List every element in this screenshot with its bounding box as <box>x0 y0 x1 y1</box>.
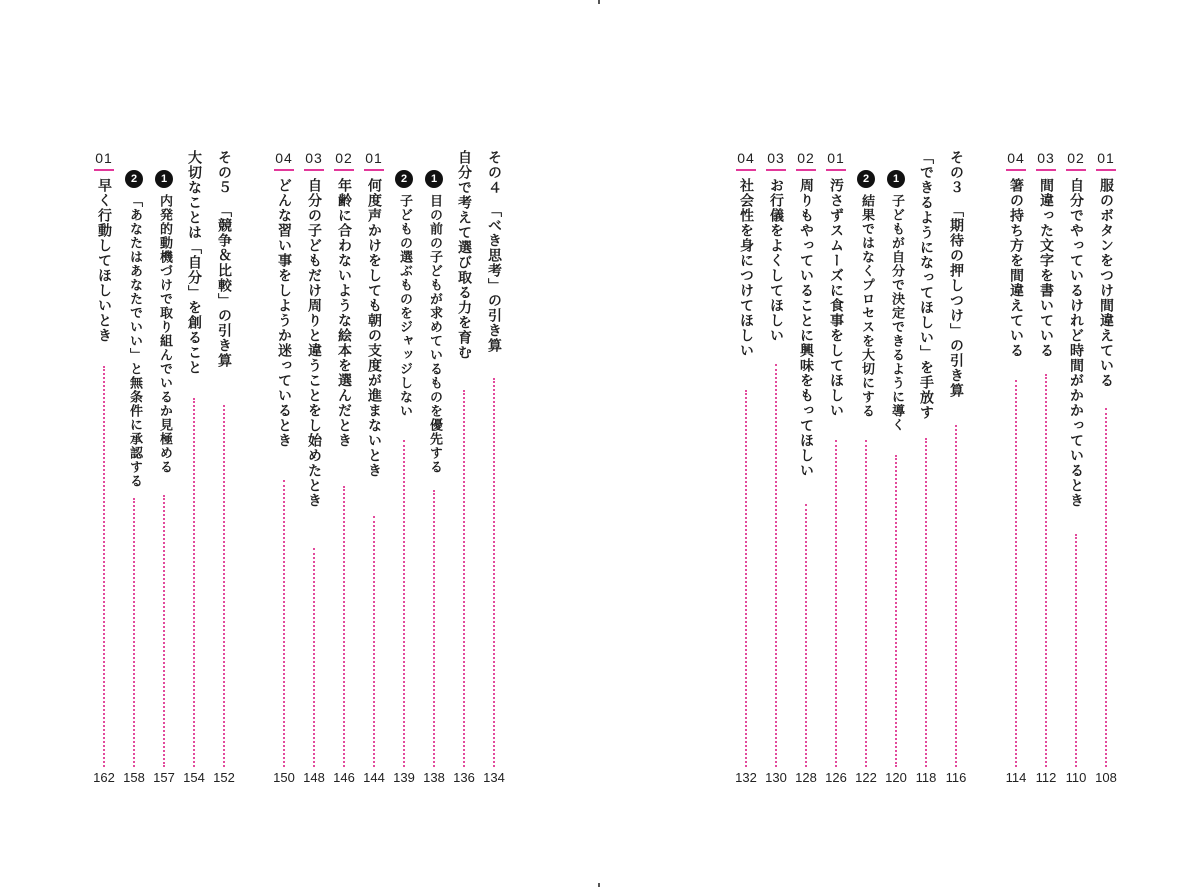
entry-number: 02 <box>1067 150 1085 166</box>
page-number: 148 <box>303 770 325 785</box>
section-title: その４ 「べき思考」の引き算 <box>486 150 502 353</box>
page-number: 128 <box>795 770 817 785</box>
page-number: 116 <box>945 770 967 785</box>
leader-dots <box>1045 374 1047 767</box>
entry-number: 01 <box>1097 150 1115 166</box>
number-underline <box>1006 169 1026 171</box>
page-number: 120 <box>885 770 907 785</box>
toc-entry[interactable] <box>793 150 819 785</box>
toc-entry[interactable] <box>271 150 297 785</box>
toc-entry[interactable] <box>763 150 789 785</box>
entry-title: 「あなたはあなたでいい」と無条件に承認する <box>127 194 142 488</box>
leader-dots <box>433 490 435 767</box>
toc-subentry[interactable] <box>121 150 147 785</box>
entry-title: どんな習い事をしようか迷っているとき <box>276 178 292 448</box>
leader-dots <box>223 405 225 767</box>
leader-dots <box>133 498 135 767</box>
entry-title: 結果ではなくプロセスを大切にする <box>859 194 874 418</box>
leader-dots <box>463 390 465 767</box>
leader-dots <box>925 438 927 767</box>
entry-title: 早く行動してほしいとき <box>96 178 112 343</box>
toc-subentry[interactable] <box>883 150 909 785</box>
toc-entry[interactable] <box>331 150 357 785</box>
entry-title: 箸の持ち方を間違えている <box>1008 178 1024 358</box>
toc-entry[interactable] <box>823 150 849 785</box>
page-number: 152 <box>213 770 235 785</box>
circled-number-badge: 1 <box>887 170 905 188</box>
toc-section-heading[interactable] <box>943 150 969 785</box>
entry-title: 自分でやっているけれど時間がかかっているとき <box>1068 178 1084 508</box>
leader-dots <box>745 390 747 767</box>
entry-number: 03 <box>767 150 785 166</box>
leader-dots <box>403 440 405 767</box>
entry-number: 04 <box>737 150 755 166</box>
toc-section-heading[interactable] <box>211 150 237 785</box>
leader-dots <box>373 516 375 767</box>
leader-dots <box>895 455 897 767</box>
circled-number-badge: 2 <box>857 170 875 188</box>
entry-number: 03 <box>305 150 323 166</box>
leader-dots <box>835 440 837 767</box>
toc-entry[interactable] <box>1093 150 1119 785</box>
toc-section-heading[interactable] <box>481 150 507 785</box>
leader-dots <box>193 398 195 767</box>
entry-number: 04 <box>1007 150 1025 166</box>
entry-title: 内発的動機づけで取り組んでいるか見極める <box>157 194 172 474</box>
circled-number-badge: 1 <box>425 170 443 188</box>
toc-entry[interactable] <box>361 150 387 785</box>
page-number: 158 <box>123 770 145 785</box>
entry-number: 02 <box>797 150 815 166</box>
leader-dots <box>313 548 315 767</box>
entry-title: 子どもの選ぶものをジャッジしない <box>397 194 412 418</box>
toc-section-heading[interactable] <box>181 150 207 785</box>
leader-dots <box>163 495 165 767</box>
number-underline <box>736 169 756 171</box>
toc-entry[interactable] <box>91 150 117 785</box>
page-number: 126 <box>825 770 847 785</box>
circled-number-badge: 2 <box>125 170 143 188</box>
toc-entry[interactable] <box>1063 150 1089 785</box>
page-number: 130 <box>765 770 787 785</box>
leader-dots <box>775 364 777 767</box>
entry-title: 周りもやっていることに興味をもってほしい <box>798 178 814 478</box>
toc-subentry[interactable] <box>853 150 879 785</box>
page-number: 150 <box>273 770 295 785</box>
entry-title: 間違った文字を書いている <box>1038 178 1054 358</box>
entry-number: 04 <box>275 150 293 166</box>
number-underline <box>364 169 384 171</box>
entry-title: 社会性を身につけてほしい <box>738 178 754 358</box>
toc-subentry[interactable] <box>151 150 177 785</box>
entry-title: 子どもが自分で決定できるように導く <box>889 194 904 432</box>
page-number: 157 <box>153 770 175 785</box>
page-number: 134 <box>483 770 505 785</box>
section-title: その５ 「競争＆比較」の引き算 <box>216 150 232 368</box>
toc-entry[interactable] <box>1003 150 1029 785</box>
page-number: 136 <box>453 770 475 785</box>
entry-number: 01 <box>365 150 383 166</box>
page-number: 132 <box>735 770 757 785</box>
number-underline <box>796 169 816 171</box>
leader-dots <box>493 378 495 767</box>
circled-number-badge: 1 <box>155 170 173 188</box>
toc-entry[interactable] <box>301 150 327 785</box>
page-number: 114 <box>1005 770 1027 785</box>
crop-mark-top <box>598 0 600 4</box>
leader-dots <box>955 425 957 767</box>
page-number: 144 <box>363 770 385 785</box>
section-subtitle: 大切なことは「自分」を創ること <box>186 150 202 375</box>
number-underline <box>94 169 114 171</box>
section-subtitle: 自分で考えて選び取る力を育む <box>456 150 472 360</box>
number-underline <box>826 169 846 171</box>
entry-number: 01 <box>827 150 845 166</box>
leader-dots <box>343 486 345 767</box>
entry-title: 服のボタンをつけ間違えている <box>1098 178 1114 388</box>
page-number: 162 <box>93 770 115 785</box>
page-number: 139 <box>393 770 415 785</box>
page-number: 110 <box>1065 770 1087 785</box>
page-number: 112 <box>1035 770 1057 785</box>
toc-entry[interactable] <box>1033 150 1059 785</box>
toc-subentry[interactable] <box>391 150 417 785</box>
entry-title: 目の前の子どもが求めているものを優先する <box>427 194 442 474</box>
circled-number-badge: 2 <box>395 170 413 188</box>
leader-dots <box>865 440 867 767</box>
crop-mark-bottom <box>598 883 600 887</box>
entry-title: 自分の子どもだけ周りと違うことをし始めたとき <box>306 178 322 508</box>
entry-title: 何度声かけをしても朝の支度が進まないとき <box>366 178 382 478</box>
toc-subentry[interactable] <box>421 150 447 785</box>
leader-dots <box>103 366 105 767</box>
leader-dots <box>805 504 807 767</box>
page-number: 108 <box>1095 770 1117 785</box>
page-number: 122 <box>855 770 877 785</box>
entry-title: 年齢に合わないような絵本を選んだとき <box>336 178 352 448</box>
page-number: 138 <box>423 770 445 785</box>
number-underline <box>1036 169 1056 171</box>
leader-dots <box>1075 534 1077 767</box>
number-underline <box>274 169 294 171</box>
number-underline <box>1066 169 1086 171</box>
entry-number: 02 <box>335 150 353 166</box>
section-subtitle: 「できるようになってほしい」を手放す <box>918 150 934 420</box>
entry-title: 汚さずスムーズに食事をしてほしい <box>828 178 844 418</box>
page-number: 154 <box>183 770 205 785</box>
toc-section-heading[interactable] <box>451 150 477 785</box>
page-number: 146 <box>333 770 355 785</box>
section-title: その３ 「期待の押しつけ」の引き算 <box>948 150 964 398</box>
leader-dots <box>1015 380 1017 767</box>
leader-dots <box>283 480 285 767</box>
entry-number: 03 <box>1037 150 1055 166</box>
number-underline <box>304 169 324 171</box>
entry-number: 01 <box>95 150 113 166</box>
number-underline <box>766 169 786 171</box>
number-underline <box>334 169 354 171</box>
number-underline <box>1096 169 1116 171</box>
toc-entry[interactable] <box>733 150 759 785</box>
entry-title: お行儀をよくしてほしい <box>768 178 784 343</box>
page-number: 118 <box>915 770 937 785</box>
toc-section-heading[interactable] <box>913 150 939 785</box>
leader-dots <box>1105 408 1107 767</box>
